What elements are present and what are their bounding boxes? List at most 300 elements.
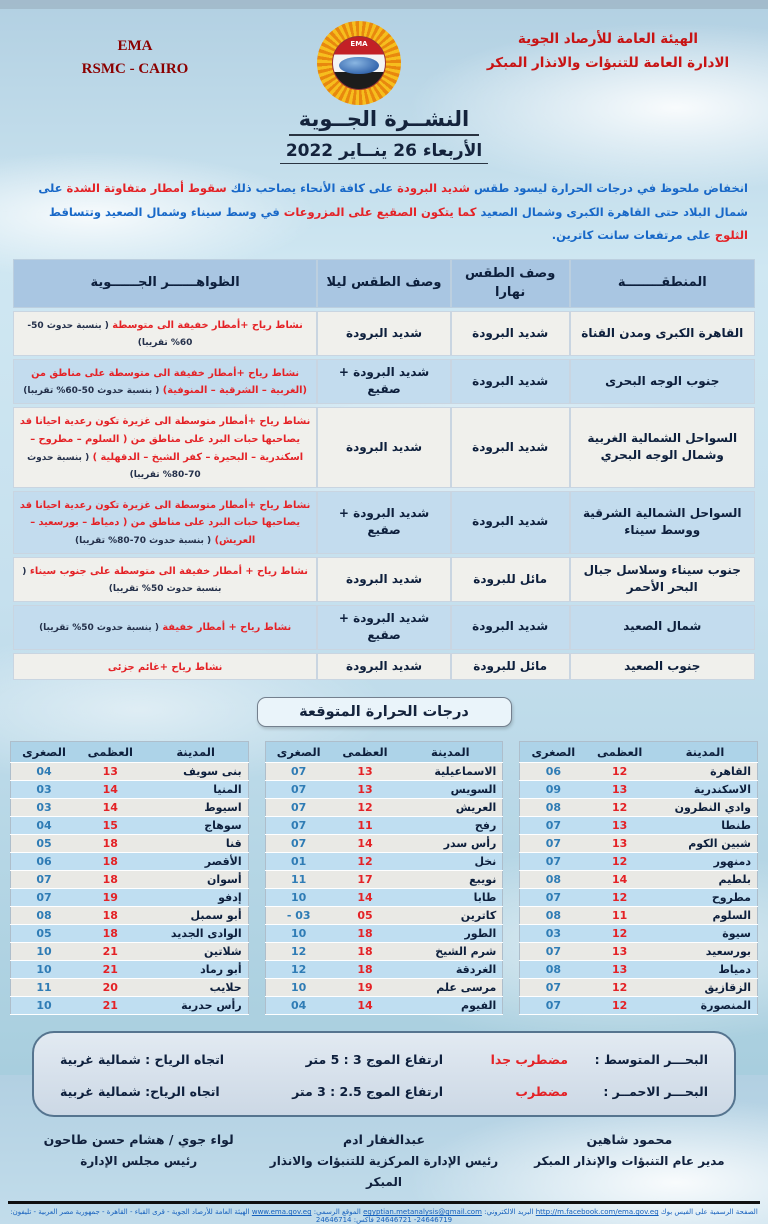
header-max: العظمى xyxy=(77,742,144,763)
min-temp-cell: - 03 xyxy=(265,907,332,925)
temp-row xyxy=(520,781,758,799)
temp-table-head xyxy=(520,742,758,763)
temp-row xyxy=(520,835,758,853)
night-weather-cell: شديد البرودة xyxy=(317,407,451,487)
city-cell: وادي النطرون xyxy=(653,799,758,817)
night-weather-cell: شديد البرودة xyxy=(317,653,451,681)
min-temp-cell: 07 xyxy=(10,889,77,907)
night-weather-cell: شديد البرودة xyxy=(317,311,451,356)
night-weather-cell: شديد البرودة + صقيع xyxy=(317,359,451,404)
sea-condition: مضطرب xyxy=(515,1083,568,1099)
wind-direction: اتجاه الرياح: شمالية غربية xyxy=(60,1083,220,1099)
city-cell: بورسعيد xyxy=(653,943,758,961)
city-cell: الغردقة xyxy=(398,961,503,979)
temps-title: درجات الحرارة المتوقعة xyxy=(257,697,512,727)
max-temp-cell: 13 xyxy=(586,817,653,835)
intro-segment: على شمال البلاد حتى القاهرة الكبرى وشمال الصعيد xyxy=(38,181,748,219)
city-cell: طنطا xyxy=(653,817,758,835)
region-cell: جنوب الصعيد xyxy=(570,653,756,681)
temp-row xyxy=(265,889,503,907)
max-temp-cell: 05 xyxy=(332,907,399,925)
temp-table-head xyxy=(265,742,503,763)
max-temp-cell: 19 xyxy=(77,889,144,907)
min-temp-cell: 07 xyxy=(520,943,587,961)
ema-code: EMA xyxy=(117,38,153,54)
header-max: العظمى xyxy=(332,742,399,763)
min-temp-cell: 10 xyxy=(265,889,332,907)
min-temp-cell: 07 xyxy=(265,835,332,853)
intro-text xyxy=(20,177,748,248)
region-cell: جنوب سيناء وسلاسل جبال البحر الأحمر xyxy=(570,557,756,602)
city-cell: أبو سمبل xyxy=(144,907,249,925)
min-temp-cell: 08 xyxy=(520,907,587,925)
max-temp-cell: 13 xyxy=(332,763,399,781)
city-cell: سيوة xyxy=(653,925,758,943)
city-cell: أبو رماد xyxy=(144,961,249,979)
forecast-header-row xyxy=(13,259,755,308)
temp-row xyxy=(520,943,758,961)
footer-segment: البريد الالكتروني: xyxy=(481,1208,536,1217)
min-temp-cell: 11 xyxy=(10,979,77,997)
city-cell: شلاتين xyxy=(144,943,249,961)
forecast-table-body xyxy=(13,311,755,681)
footer-link[interactable]: www.ema.gov.eg xyxy=(251,1208,312,1217)
city-cell: المنصورة xyxy=(653,997,758,1015)
phenomena-probability: ( بنسبة حدوث 50% تقريبا) xyxy=(39,623,159,634)
signature-1 xyxy=(507,1129,752,1193)
header-min: الصغرى xyxy=(265,742,332,763)
forecast-row xyxy=(13,653,755,681)
sea-name: البحـــر المتوسط : xyxy=(594,1051,708,1067)
temp-table-1 xyxy=(519,741,758,1015)
intro-segment: كما يتكون الصقيع على المزروعات xyxy=(283,204,477,219)
day-weather-cell: مائل للبرودة xyxy=(451,557,570,602)
phenomena-cell xyxy=(13,653,317,681)
temp-row xyxy=(265,781,503,799)
max-temp-cell: 14 xyxy=(77,799,144,817)
temp-row xyxy=(520,853,758,871)
min-temp-cell: 07 xyxy=(265,799,332,817)
footer-text xyxy=(0,1208,768,1224)
city-cell: نخل xyxy=(398,853,503,871)
city-cell: شبين الكوم xyxy=(653,835,758,853)
city-cell: الأقصر xyxy=(144,853,249,871)
temp-row xyxy=(520,907,758,925)
temp-row xyxy=(10,835,248,853)
max-temp-cell: 21 xyxy=(77,943,144,961)
temp-row xyxy=(265,799,503,817)
city-cell: الاسكندرية xyxy=(653,781,758,799)
temp-row xyxy=(265,763,503,781)
logo-wrap xyxy=(260,21,458,105)
phenomena-cell xyxy=(13,557,317,602)
temp-row xyxy=(10,763,248,781)
signature-title: رئيس مجلس الإدارة xyxy=(80,1154,198,1169)
max-temp-cell: 18 xyxy=(77,907,144,925)
max-temp-cell: 12 xyxy=(586,997,653,1015)
temp-table-head xyxy=(10,742,248,763)
min-temp-cell: 10 xyxy=(265,979,332,997)
city-cell: رأس حدربة xyxy=(144,997,249,1015)
max-temp-cell: 13 xyxy=(586,943,653,961)
wave-height: ارتفاع الموج 2.5 : 3 متر xyxy=(292,1083,443,1099)
forecast-row xyxy=(13,491,755,554)
min-temp-cell: 07 xyxy=(520,853,587,871)
signature-title: مدير عام التنبؤات والإنذار المبكر xyxy=(534,1154,725,1169)
temp-row xyxy=(10,817,248,835)
city-cell: رفح xyxy=(398,817,503,835)
logo-ema-text: EMA xyxy=(350,40,368,48)
phenomena-text: نشاط رياح +أمطار خفيفة الى متوسطة xyxy=(108,319,303,331)
header-region: المنطقــــــــة xyxy=(570,259,756,308)
temp-row xyxy=(265,943,503,961)
max-temp-cell: 20 xyxy=(77,979,144,997)
phenomena-cell xyxy=(13,605,317,650)
temp-row xyxy=(10,907,248,925)
city-cell: بلطيم xyxy=(653,871,758,889)
temp-row xyxy=(265,997,503,1015)
night-weather-cell: شديد البرودة xyxy=(317,557,451,602)
temp-row xyxy=(10,961,248,979)
temp-row xyxy=(265,853,503,871)
temp-row xyxy=(520,925,758,943)
phenomena-probability: ( بنسبة حدوث 50% تقريبا) xyxy=(22,566,222,595)
signature-2 xyxy=(261,1129,506,1193)
max-temp-cell: 18 xyxy=(332,943,399,961)
min-temp-cell: 06 xyxy=(10,853,77,871)
max-temp-cell: 13 xyxy=(586,835,653,853)
temp-row xyxy=(265,925,503,943)
night-weather-cell: شديد البرودة + صقيع xyxy=(317,491,451,554)
city-cell: شرم الشيخ xyxy=(398,943,503,961)
intro-segment: شديد البرودة xyxy=(397,181,470,195)
wind-direction: اتجاه الرياح : شمالية غربية xyxy=(60,1051,225,1067)
max-temp-cell: 18 xyxy=(77,835,144,853)
phenomena-probability: ( بنسبة حدوث 70-80% تقريبا) xyxy=(75,535,212,546)
max-temp-cell: 13 xyxy=(332,781,399,799)
forecast-row xyxy=(13,557,755,602)
temp-row xyxy=(520,799,758,817)
city-cell: اسيوط xyxy=(144,799,249,817)
top-strip xyxy=(0,0,768,9)
cloud-icon xyxy=(339,57,379,75)
min-temp-cell: 04 xyxy=(10,763,77,781)
egypt-flag-circle-icon xyxy=(332,36,386,90)
header-city: المدينة xyxy=(144,742,249,763)
min-temp-cell: 07 xyxy=(520,889,587,907)
intro-segment: سقوط أمطار متفاوتة الشدة xyxy=(66,181,227,195)
temp-table-body xyxy=(10,763,248,1015)
temp-row xyxy=(10,781,248,799)
max-temp-cell: 12 xyxy=(332,799,399,817)
sea-condition: مضطرب جدا xyxy=(490,1051,568,1067)
temp-table-2 xyxy=(265,741,504,1015)
temps-title-wrap xyxy=(0,697,768,727)
temp-row xyxy=(265,961,503,979)
header-night-weather: وصف الطقس ليلا xyxy=(317,259,451,308)
max-temp-cell: 14 xyxy=(332,889,399,907)
max-temp-cell: 15 xyxy=(77,817,144,835)
max-temp-cell: 19 xyxy=(332,979,399,997)
region-cell: السواحل الشمالية الغربية وشمال الوجه البحري xyxy=(570,407,756,487)
max-temp-cell: 12 xyxy=(332,853,399,871)
day-weather-cell: شديد البرودة xyxy=(451,407,570,487)
forecast-row xyxy=(13,407,755,487)
city-cell: أسوان xyxy=(144,871,249,889)
min-temp-cell: 07 xyxy=(520,835,587,853)
signature-name: محمود شاهين xyxy=(586,1132,673,1148)
header-phenomena: الظواهــــــر الجــــــوية xyxy=(13,259,317,308)
max-temp-cell: 17 xyxy=(332,871,399,889)
intro-segment: على مرتفعات سانت كاترين. xyxy=(551,228,715,243)
temp-row xyxy=(10,979,248,997)
header-city: المدينة xyxy=(653,742,758,763)
city-cell: سوهاج xyxy=(144,817,249,835)
signature-title: رئيس الإدارة المركزية للتنبؤات والانذار المبكر xyxy=(269,1154,499,1190)
signature-name: عبدالغفار ادم xyxy=(343,1132,425,1148)
header-city: المدينة xyxy=(398,742,503,763)
sea-state-row xyxy=(60,1043,708,1075)
temp-row xyxy=(265,871,503,889)
max-temp-cell: 14 xyxy=(332,997,399,1015)
forecast-table-head xyxy=(13,259,755,308)
title-block xyxy=(0,107,768,164)
signature-name: لواء جوي / هشام حسن طاحون xyxy=(43,1132,234,1148)
temp-row xyxy=(10,943,248,961)
city-cell: المنيا xyxy=(144,781,249,799)
intro-segment: الثلوج xyxy=(714,228,748,243)
phenomena-text: نشاط رياح +غائم جزئى xyxy=(107,661,223,673)
city-cell: السويس xyxy=(398,781,503,799)
day-weather-cell: شديد البرودة xyxy=(451,491,570,554)
temp-row xyxy=(10,871,248,889)
temp-row xyxy=(265,907,503,925)
forecast-row xyxy=(13,311,755,356)
temp-row xyxy=(520,961,758,979)
temp-tables xyxy=(10,741,758,1015)
min-temp-cell: 12 xyxy=(265,961,332,979)
region-cell: القاهرة الكبرى ومدن القناة xyxy=(570,311,756,356)
city-cell: إدفو xyxy=(144,889,249,907)
city-cell: قنا xyxy=(144,835,249,853)
phenomena-probability: ( بنسبة حدوث 50-60% تقريبا) xyxy=(27,320,193,349)
max-temp-cell: 21 xyxy=(77,997,144,1015)
bulletin-title: النشــرة الجــوية xyxy=(289,107,480,136)
temp-row xyxy=(10,889,248,907)
min-temp-cell: 03 xyxy=(520,925,587,943)
max-temp-cell: 21 xyxy=(77,961,144,979)
max-temp-cell: 13 xyxy=(586,961,653,979)
footer-link[interactable]: egyptian.metanalysis@gmail.com xyxy=(363,1208,482,1217)
temp-row xyxy=(10,853,248,871)
max-temp-cell: 14 xyxy=(586,871,653,889)
wave-height: ارتفاع الموج 3 : 5 متر xyxy=(305,1051,443,1067)
temp-row xyxy=(520,817,758,835)
min-temp-cell: 01 xyxy=(265,853,332,871)
min-temp-cell: 08 xyxy=(520,799,587,817)
city-cell: الطور xyxy=(398,925,503,943)
min-temp-cell: 08 xyxy=(10,907,77,925)
footer-link[interactable]: http://m.facebook.com/ema.gov.eg xyxy=(535,1208,659,1217)
max-temp-cell: 11 xyxy=(586,907,653,925)
phenomena-text: نشاط رياح + أمطار خفيفة xyxy=(158,622,292,634)
phenomena-text: نشاط رياح +أمطار خفيفة الى متوسطة على مناطق من (الغربية – الشرقية – المنوفية) xyxy=(31,367,308,397)
temp-row xyxy=(520,763,758,781)
city-cell: دمنهور xyxy=(653,853,758,871)
city-cell: رأس سدر xyxy=(398,835,503,853)
max-temp-cell: 18 xyxy=(77,853,144,871)
temp-row xyxy=(10,925,248,943)
region-cell: السواحل الشمالية الشرقية ووسط سيناء xyxy=(570,491,756,554)
city-cell: الفيوم xyxy=(398,997,503,1015)
min-temp-cell: 10 xyxy=(10,961,77,979)
intro-segment: انخفاض ملحوظ في درجات الحرارة ليسود طقس xyxy=(470,181,748,195)
city-cell: نويبع xyxy=(398,871,503,889)
footer-segment: الصفحة الرسمية على الفيس بوك xyxy=(658,1208,758,1217)
min-temp-cell: 03 xyxy=(10,781,77,799)
temp-table-3 xyxy=(10,741,249,1015)
phenomena-cell xyxy=(13,407,317,487)
sea-name: البحـــر الاحمــر : xyxy=(603,1083,708,1099)
temp-row xyxy=(265,835,503,853)
day-weather-cell: شديد البرودة xyxy=(451,359,570,404)
agency-name-block xyxy=(458,21,758,76)
footer-segment: الهيئة العامة للأرصاد الجوية - قرى القباء - القاهرة - جمهورية مصر العربية - تليفون: 24646719- 24646721 فاكس: 24646714 xyxy=(10,1208,453,1224)
temp-row xyxy=(265,817,503,835)
min-temp-cell: 07 xyxy=(520,979,587,997)
phenomena-cell xyxy=(13,311,317,356)
max-temp-cell: 12 xyxy=(586,799,653,817)
city-cell: الاسماعيلية xyxy=(398,763,503,781)
city-cell: دمياط xyxy=(653,961,758,979)
min-temp-cell: 04 xyxy=(265,997,332,1015)
day-weather-cell: شديد البرودة xyxy=(451,311,570,356)
min-temp-cell: 07 xyxy=(520,817,587,835)
header-day-weather: وصف الطقس نهارا xyxy=(451,259,570,308)
city-cell: حلايب xyxy=(144,979,249,997)
day-weather-cell: مائل للبرودة xyxy=(451,653,570,681)
sea-state-row xyxy=(60,1075,708,1107)
max-temp-cell: 18 xyxy=(77,925,144,943)
temp-header-row xyxy=(10,742,248,763)
temp-row xyxy=(10,997,248,1015)
header-min: الصغرى xyxy=(10,742,77,763)
min-temp-cell: 07 xyxy=(10,871,77,889)
phenomena-text: نشاط رياح +أمطار متوسطة الى غزيرة تكون رعدية احيانا قد يصاحبها حبات البرد على مناطق من ( دمياط – بورسعيد – العريش) xyxy=(19,499,311,546)
min-temp-cell: 07 xyxy=(265,781,332,799)
sea-state-box xyxy=(32,1031,736,1117)
min-temp-cell: 11 xyxy=(265,871,332,889)
min-temp-cell: 05 xyxy=(10,925,77,943)
day-weather-cell: شديد البرودة xyxy=(451,605,570,650)
min-temp-cell: 07 xyxy=(265,763,332,781)
region-cell: شمال الصعيد xyxy=(570,605,756,650)
city-cell: السلوم xyxy=(653,907,758,925)
temp-table-body xyxy=(520,763,758,1015)
min-temp-cell: 08 xyxy=(520,961,587,979)
temp-header-row xyxy=(520,742,758,763)
phenomena-cell xyxy=(13,491,317,554)
temp-table-body xyxy=(265,763,503,1015)
min-temp-cell: 04 xyxy=(10,817,77,835)
city-cell: الوادى الجديد xyxy=(144,925,249,943)
min-temp-cell: 06 xyxy=(520,763,587,781)
temp-row xyxy=(10,799,248,817)
max-temp-cell: 12 xyxy=(586,979,653,997)
max-temp-cell: 12 xyxy=(586,763,653,781)
min-temp-cell: 05 xyxy=(10,835,77,853)
signatures xyxy=(16,1129,752,1193)
min-temp-cell: 10 xyxy=(10,943,77,961)
phenomena-cell xyxy=(13,359,317,404)
region-cell: جنوب الوجه البحرى xyxy=(570,359,756,404)
forecast-row xyxy=(13,359,755,404)
city-cell: طابا xyxy=(398,889,503,907)
header-max: العظمى xyxy=(586,742,653,763)
max-temp-cell: 14 xyxy=(332,835,399,853)
intro-segment: على كافة الأنحاء يصاحب ذلك xyxy=(226,181,398,195)
header xyxy=(0,9,768,105)
rsmc-code: RSMC - CAIRO xyxy=(81,60,189,77)
temp-header-row xyxy=(265,742,503,763)
city-cell: بنى سويف xyxy=(144,763,249,781)
temp-row xyxy=(265,979,503,997)
max-temp-cell: 12 xyxy=(586,853,653,871)
temp-row xyxy=(520,979,758,997)
min-temp-cell: 10 xyxy=(265,925,332,943)
max-temp-cell: 13 xyxy=(77,763,144,781)
city-cell: القاهرة xyxy=(653,763,758,781)
header-min: الصغرى xyxy=(520,742,587,763)
temp-row xyxy=(520,997,758,1015)
min-temp-cell: 09 xyxy=(520,781,587,799)
night-weather-cell: شديد البرودة + صقيع xyxy=(317,605,451,650)
max-temp-cell: 13 xyxy=(586,781,653,799)
forecast-row xyxy=(13,605,755,650)
phenomena-text: نشاط رياح + أمطار خفيفة الى متوسطة على جنوب سيناء xyxy=(26,565,308,577)
max-temp-cell: 18 xyxy=(332,961,399,979)
phenomena-probability: ( بنسبة حدوث 50-60% تقريبا) xyxy=(23,386,160,397)
max-temp-cell: 11 xyxy=(332,817,399,835)
phenomena-probability: ( بنسبة حدوث 70-80% تقريبا) xyxy=(27,452,201,481)
city-cell: الزقازيق xyxy=(653,979,758,997)
min-temp-cell: 12 xyxy=(265,943,332,961)
max-temp-cell: 12 xyxy=(586,889,653,907)
signature-3 xyxy=(16,1129,261,1193)
min-temp-cell: 07 xyxy=(265,817,332,835)
max-temp-cell: 12 xyxy=(586,925,653,943)
max-temp-cell: 18 xyxy=(77,871,144,889)
city-cell: مطروح xyxy=(653,889,758,907)
city-cell: مرسى علم xyxy=(398,979,503,997)
max-temp-cell: 18 xyxy=(332,925,399,943)
agency-name-line2: الادارة العامة للتنبؤات والانذار المبكر xyxy=(486,55,730,72)
min-temp-cell: 03 xyxy=(10,799,77,817)
footer-segment: الموقع الرسمي: xyxy=(311,1208,364,1217)
ema-logo xyxy=(317,21,401,105)
intro-segment: في وسط سيناء وشمال الصعيد وتتساقط xyxy=(49,204,284,219)
agency-code-block xyxy=(10,21,260,80)
min-temp-cell: 10 xyxy=(10,997,77,1015)
forecast-table xyxy=(13,256,755,684)
temp-row xyxy=(520,871,758,889)
city-cell: كاترين xyxy=(398,907,503,925)
temp-row xyxy=(520,889,758,907)
agency-name-line1: الهيئة العامة للأرصاد الجوية xyxy=(517,31,699,47)
bulletin-date: الأربعاء 26 ينــاير 2022 xyxy=(280,141,488,164)
max-temp-cell: 14 xyxy=(77,781,144,799)
phenomena-text: نشاط رياح +أمطار متوسطة الى غزيرة تكون رعدية احيانا قد يصاحبها حبات البرد على مناطق من ( السلوم – مطروح – اسكندرية – البحيرة – كفر الشيخ – الدقهلية ) xyxy=(19,416,311,463)
